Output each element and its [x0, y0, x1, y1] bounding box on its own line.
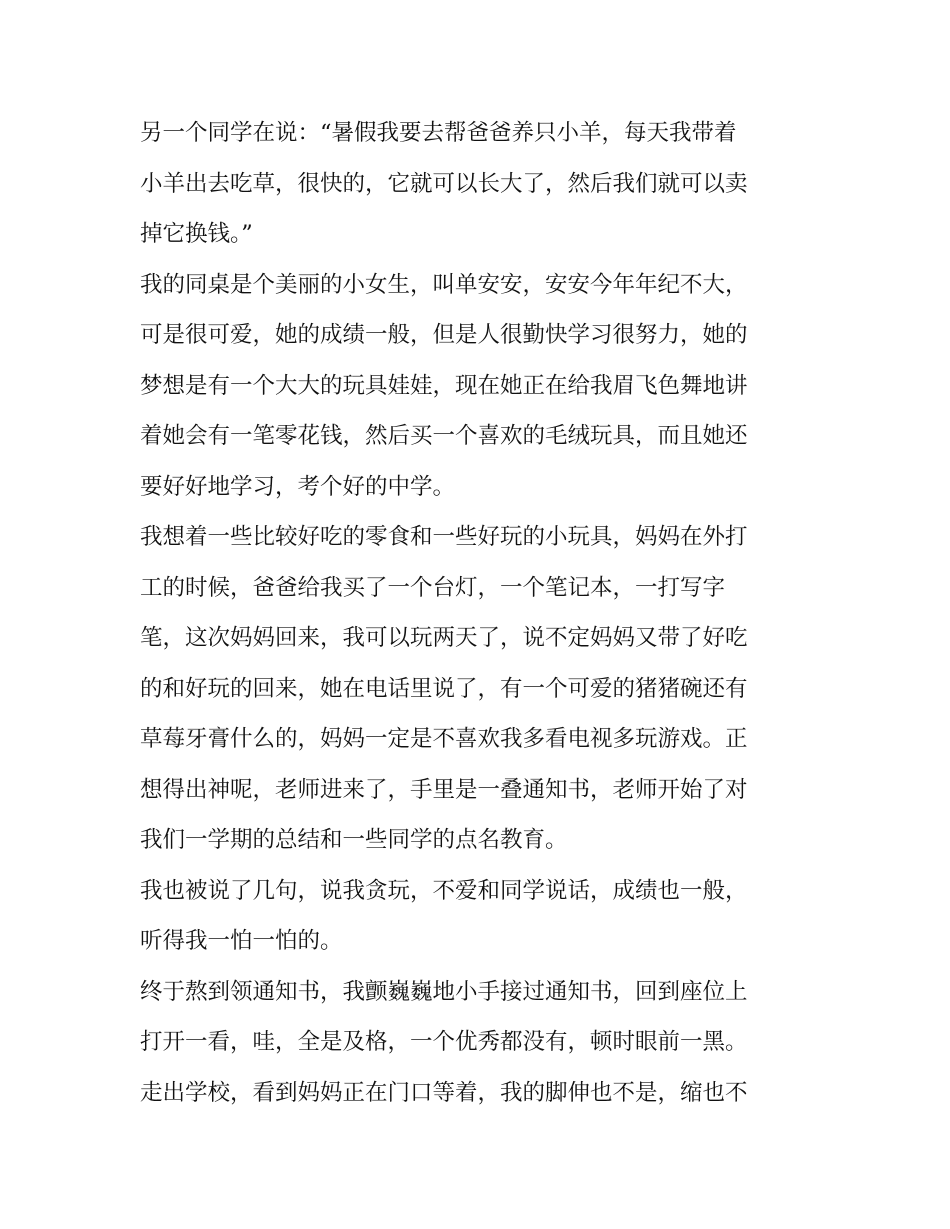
text-line: 听得我一怕一怕的。 [140, 928, 343, 954]
text-line: 小羊出去吃草，很快的，它就可以长大了，然后我们就可以卖 [140, 170, 748, 197]
text-line: 想得出神呢，老师进来了，手里是一叠通知书，老师开始了对 [140, 776, 748, 803]
text-line: 要好好地学习，考个好的中学。 [140, 473, 456, 500]
text-line: 我的同桌是个美丽的小女生，叫单安安，安安今年年纪不大， [140, 271, 748, 298]
text-line: 我们一学期的总结和一些同学的点名教育。 [140, 827, 568, 853]
document-body [140, 108, 830, 1118]
text-line: 可是很可爱，她的成绩一般，但是人很勤快学习很努力，她的 [140, 322, 748, 348]
text-line: 掉它换钱。” [140, 221, 253, 247]
text-line: 另一个同学在说：“暑假我要去帮爸爸养只小羊，每天我带着 [140, 120, 737, 146]
text-line: 工的时候，爸爸给我买了一个台灯，一个笔记本，一打写字 [140, 574, 726, 601]
text-line: 我也被说了几句，说我贪玩，不爱和同学说话，成绩也一般， [140, 877, 748, 904]
text-line: 的和好玩的回来，她在电话里说了，有一个可爱的猪猪碗还有 [140, 675, 748, 702]
text-line: 终于熬到领通知书，我颤巍巍地小手接过通知书，回到座位上 [140, 978, 748, 1005]
text-line: 笔，这次妈妈回来，我可以玩两天了，说不定妈妈又带了好吃 [140, 625, 748, 651]
text-line: 梦想是有一个大大的玩具娃娃，现在她正在给我眉飞色舞地讲 [140, 372, 748, 399]
text-line: 打开一看，哇，全是及格，一个优秀都没有，顿时眼前一黑。 [140, 1029, 748, 1055]
text-line: 着她会有一笔零花钱，然后买一个喜欢的毛绒玩具，而且她还 [140, 423, 748, 449]
text-line: 我想着一些比较好吃的零食和一些好玩的小玩具，妈妈在外打 [140, 524, 748, 550]
text-line: 走出学校，看到妈妈正在门口等着，我的脚伸也不是，缩也不 [140, 1079, 748, 1106]
text-line: 草莓牙膏什么的，妈妈一定是不喜欢我多看电视多玩游戏。正 [140, 726, 748, 752]
